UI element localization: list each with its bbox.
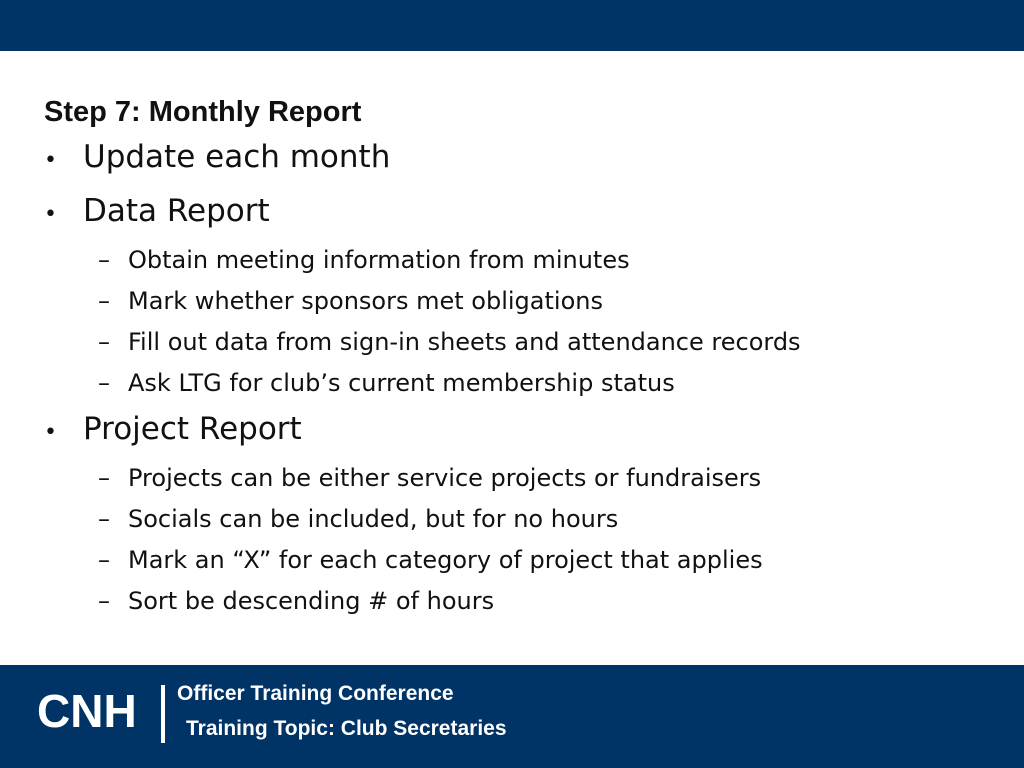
sub-bullet-item — [98, 581, 1004, 622]
dash-icon: – — [98, 587, 110, 615]
dash-icon: – — [98, 328, 110, 356]
dash-icon: – — [98, 505, 110, 533]
dash-icon: – — [98, 369, 110, 397]
sub-bullet-label: Sort be descending # of hours — [128, 587, 495, 615]
bullet-item — [44, 132, 1004, 186]
sub-bullet-label: Projects can be either service projects or fundraisers — [128, 464, 762, 492]
top-banner — [0, 0, 1024, 51]
sub-bullet-item — [98, 281, 1004, 322]
sub-bullet-label: Obtain meeting information from minutes — [128, 246, 630, 274]
sub-bullet-label: Socials can be included, but for no hours — [128, 505, 619, 533]
slide-title: Step 7: Monthly Report — [44, 96, 362, 128]
sub-bullet-label: Fill out data from sign-in sheets and attendance records — [128, 328, 801, 356]
sub-bullet-item — [98, 540, 1004, 581]
bullet-item — [44, 186, 1004, 240]
bullet-icon: • — [44, 420, 57, 445]
footer-divider — [161, 685, 165, 743]
sub-bullet-item — [98, 240, 1004, 281]
bullet-icon: • — [44, 202, 57, 227]
cnh-logo: CNH — [37, 685, 137, 737]
sub-bullet-label: Mark whether sponsors met obligations — [128, 287, 603, 315]
sub-bullet-item — [98, 458, 1004, 499]
sub-bullet-item — [98, 499, 1004, 540]
footer-banner — [0, 665, 1024, 768]
sub-bullet-item — [98, 322, 1004, 363]
bullet-item — [44, 404, 1004, 458]
sub-bullet-item — [98, 363, 1004, 404]
dash-icon: – — [98, 546, 110, 574]
footer-conference-title: Officer Training Conference — [177, 682, 454, 705]
dash-icon: – — [98, 246, 110, 274]
dash-icon: – — [98, 287, 110, 315]
footer-training-topic: Training Topic: Club Secretaries — [186, 717, 507, 740]
bullet-label: Project Report — [83, 411, 302, 447]
dash-icon: – — [98, 464, 110, 492]
slide-content — [44, 92, 1004, 622]
sub-bullet-label: Ask LTG for club’s current membership status — [128, 369, 675, 397]
bullet-icon: • — [44, 148, 57, 173]
sub-bullet-label: Mark an “X” for each category of project that applies — [128, 546, 763, 574]
bullet-label: Update each month — [83, 139, 391, 175]
bullet-label: Data Report — [83, 193, 270, 229]
